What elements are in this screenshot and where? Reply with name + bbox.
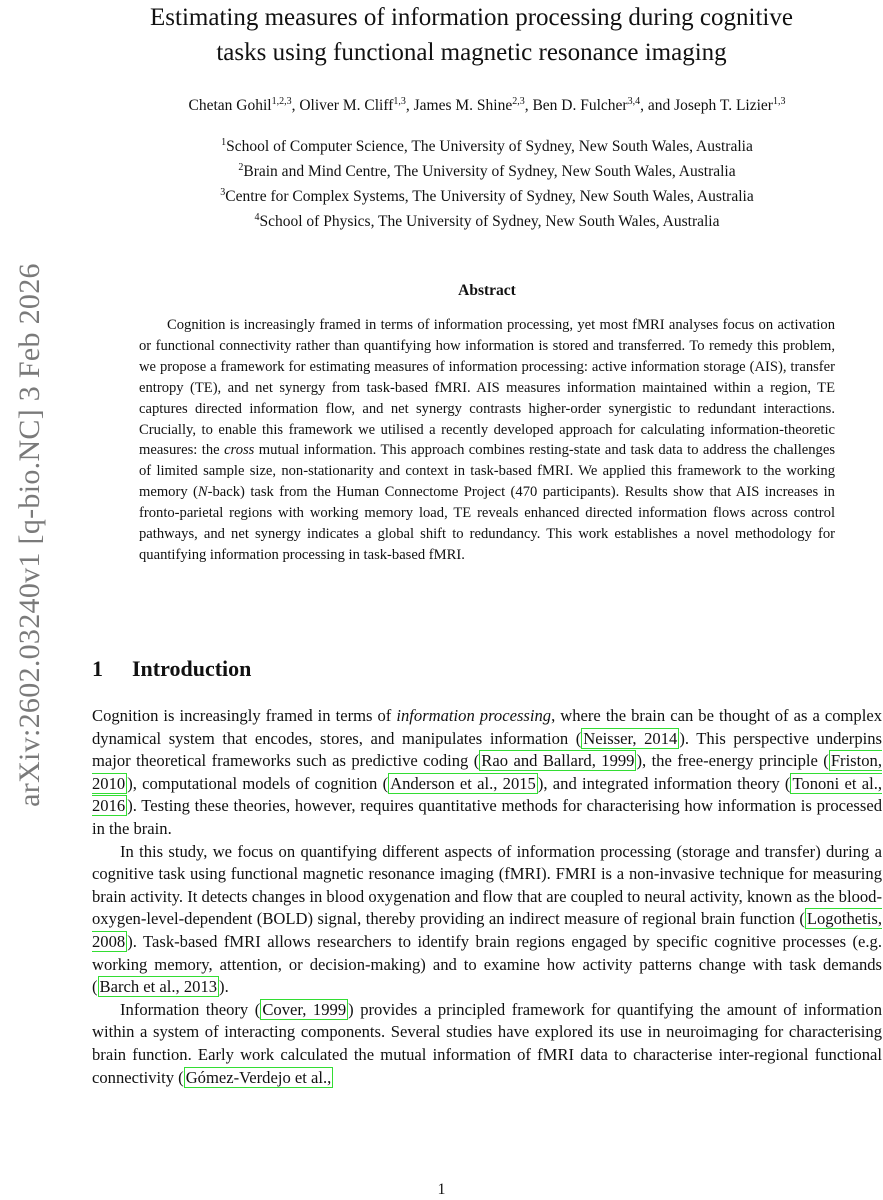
arxiv-side-stamp (0, 0, 60, 1200)
section-number: 1 (92, 656, 103, 681)
citation-link[interactable]: Logothetis, 2008 (92, 909, 882, 951)
paper-title (60, 0, 883, 70)
citation-link[interactable]: Neisser, 2014 (583, 728, 678, 748)
page-number: 1 (437, 1181, 446, 1198)
paragraph: In this study, we focus on quantifying different aspects of information processing (storage and transfer) during a cognitive task using functional magnetic resonance imaging (fMRI). FMRI is a non-invasive technique for measuring brain activity. It detects changes in blood oxygenation and flow that are coupled to neural activity, known as the blood-oxygen-level-dependent (BOLD) signal, thereby providing an indirect measure of regional brain function ( Logothetis, 2008 ). Task-based fMRI allows researchers to identify brain regions engaged by specific cognitive processes (e.g. working memory, attention, or decision-making) and to examine how activity patterns change with task demands ( Barch et al., 2013 ). (92, 841, 882, 997)
affiliation: $^1$School of Computer Science, The University of Sydney, New South Wales, Australia (221, 137, 753, 156)
affiliation-list (92, 132, 882, 233)
paragraph: Information theory ( Cover, 1999 ) provides a principled framework for quantifying the amount of information within a system of interacting components. Several studies have explored its use in neuroimaging for characterising brain function. Early work calculated the mutual information of fMRI data to characterise inter-regional functional connectivity ( Gómez-Verdejo et al., (92, 999, 882, 1087)
affiliation: $^4$School of Physics, The University of Sydney, New South Wales, Australia (254, 212, 720, 231)
abstract-text: Cognition is increasingly framed in terms of information processing, yet most fMRI analyses focus on activation or functional connectivity rather than quantifying how information is stored and transferred. To remedy this problem, we propose a framework for estimating measures of information processing: active information storage (AIS), transfer entropy (TE), and net synergy from task-based fMRI. AIS measures information maintained within a region, TE captures directed information flow, and net synergy contrasts higher-order synergistic to redundant interactions. Crucially, to enable this framework we utilised a recently developed approach for calculating information-theoretic measures: the cross mutual information. This approach combines resting-state and task data to address the challenges of limited sample size, non-stationarity and context in task-based fMRI. We applied this framework to the working memory (N-back) task from the Human Connectome Project (470 participants). Results show that AIS increases in fronto-parietal regions with working memory load, TE reveals enhanced directed information flows across control pathways, and net synergy indicates a global shift to redundancy. This work establishes a novel methodology for quantifying information processing in task-based fMRI. (139, 317, 835, 563)
author-list: Chetan Gohil$^{1,2,3}$, Oliver M. Cliff$^{1,3}$, James M. Shine$^{2,3}$, Ben D. Fulcher$^{3,4}$, and Joseph T. Lizier$^{1,3}$ (188, 96, 786, 115)
paragraph: Cognition is increasingly framed in terms of information processing, where the brain can be thought of as a complex dynamical system that encodes, stores, and manipulates information ( Neisser, 2014 ). This perspective underpins major theoretical frameworks such as predictive coding ( Rao and Ballard, 1999 ), the free-energy principle ( Friston, 2010 ), computational models of cognition ( Anderson et al., 2015 ), and integrated information theory ( Tononi et al., 2016 ). Testing these theories, however, requires quantitative methods for characterising how information is processed in the brain. (92, 706, 882, 838)
introduction-body (92, 705, 882, 1089)
author: Joseph T. Lizier$^{1,3}$ (674, 96, 786, 115)
affiliation: $^3$Centre for Complex Systems, The University of Sydney, New South Wales, Australia (220, 187, 754, 206)
arxiv-identifier: arXiv:2602.03240v1 [q-bio.NC] 3 Feb 2026 (13, 263, 46, 807)
citation-link[interactable]: Barch et al., 2013 (99, 977, 218, 997)
section-title: Introduction (132, 656, 252, 681)
section-heading-introduction (92, 656, 251, 682)
author: Chetan Gohil$^{1,2,3}$ (188, 96, 292, 115)
citation-link[interactable]: Gómez-Verdejo et al., (185, 1067, 332, 1087)
citation-link[interactable]: Cover, 1999 (262, 999, 347, 1019)
author: Oliver M. Cliff$^{1,3}$ (299, 96, 406, 115)
author: James M. Shine$^{2,3}$ (413, 96, 525, 115)
title-line-1: Estimating measures of information processing during cognitive (150, 4, 793, 31)
abstract-heading: Abstract (458, 282, 516, 299)
citation-link[interactable]: Rao and Ballard, 1999 (481, 751, 635, 771)
citation-link[interactable]: Anderson et al., 2015 (390, 773, 536, 793)
author: Ben D. Fulcher$^{3,4}$ (532, 96, 641, 115)
title-line-2: tasks using functional magnetic resonance imaging (216, 39, 727, 66)
affiliation: $^2$Brain and Mind Centre, The University of Sydney, New South Wales, Australia (238, 162, 736, 181)
citation-link[interactable]: Friston, 2010 (92, 751, 882, 793)
citation-link[interactable]: Tononi et al., 2016 (92, 773, 882, 816)
